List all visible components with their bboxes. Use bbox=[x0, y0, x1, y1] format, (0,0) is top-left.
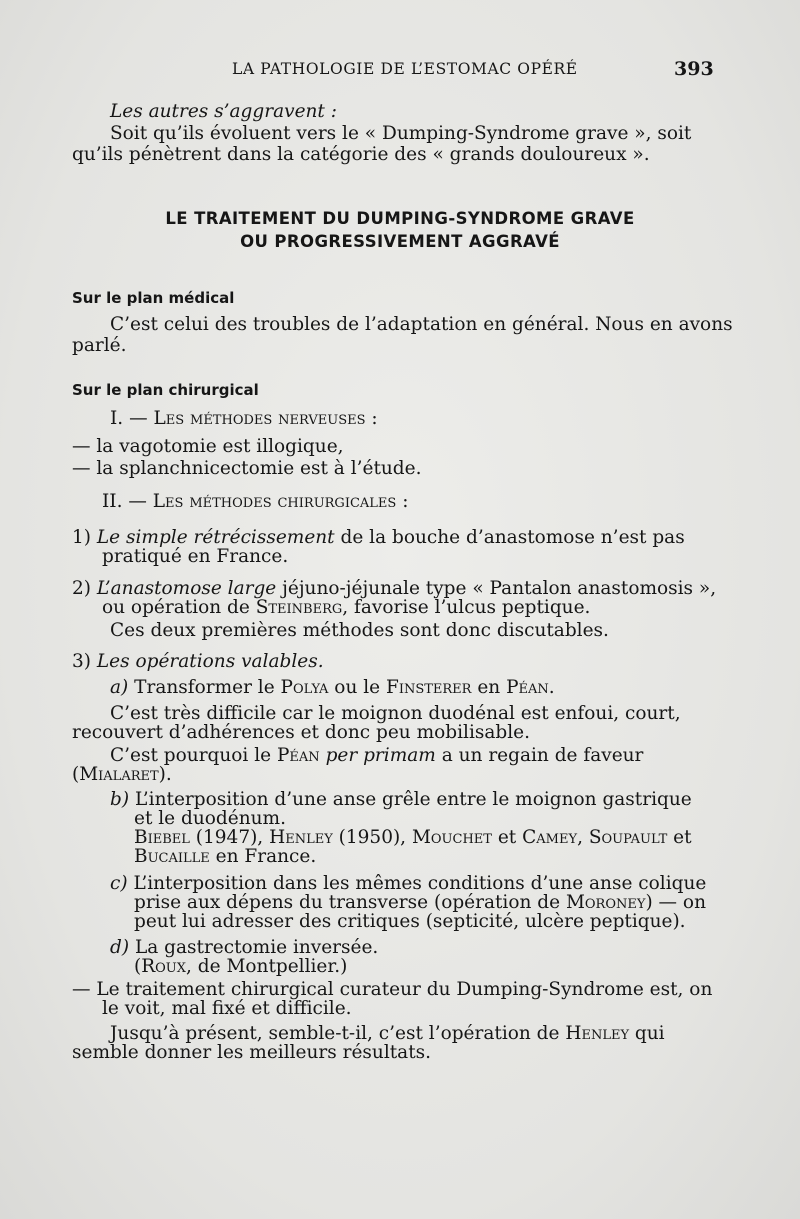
nerve-item-2: — la splanchnicectomie est à l’étude. bbox=[72, 458, 422, 479]
item-d-paren-open: ( bbox=[134, 956, 142, 977]
nerve-item-1: — la vagotomie est illogique, bbox=[72, 436, 344, 457]
author-pean: Péan bbox=[506, 677, 549, 698]
conclusion-line-3 bbox=[110, 1024, 665, 1044]
medical-heading: Sur le plan médical bbox=[72, 289, 235, 307]
item-a-para-1-line-2: recouvert d’adhérences et donc peu mobilisable. bbox=[72, 722, 530, 743]
item-b-line-3 bbox=[134, 828, 692, 848]
item-c-letter: c) bbox=[110, 873, 128, 894]
conclusion-line-4: semble donner les meilleurs résultats. bbox=[72, 1042, 432, 1063]
nerve-methods-title: I. — Les méthodes nerveuses : bbox=[110, 408, 378, 429]
item-d-line-2 bbox=[134, 957, 347, 977]
item-d-text-b: , de Montpellier.) bbox=[186, 956, 348, 977]
item-b-comma: , bbox=[577, 827, 589, 848]
intro-heading: Les autres s’aggravent : bbox=[110, 101, 337, 122]
method-1-line-2: pratiqué en France. bbox=[102, 546, 289, 567]
item-b-line-1 bbox=[110, 790, 692, 810]
author-pean-2: Péan bbox=[276, 745, 320, 766]
method-2-rest: jéjuno-jéjunale type « Pantalon anastomosis », bbox=[276, 578, 717, 599]
method-2-line-2 bbox=[102, 598, 590, 618]
medical-line-2: parlé. bbox=[72, 335, 127, 356]
method-1-line-1 bbox=[72, 528, 685, 548]
surgical-methods-title: II. — Les méthodes chirurgicales : bbox=[102, 491, 409, 512]
item-d-text: La gastrectomie inversée. bbox=[129, 937, 379, 958]
item-a-para-2-text-c: a un regain de faveur bbox=[435, 745, 644, 766]
conclusion-text-a: Jusqu’à présent, semble-t-il, c’est l’opération de bbox=[110, 1023, 566, 1044]
item-b-letter: b) bbox=[110, 789, 130, 810]
medical-line-1: C’est celui des troubles de l’adaptation en général. Nous en avons bbox=[110, 314, 733, 335]
item-a-para-2-paren-open: ( bbox=[72, 764, 80, 785]
method-2-text-b: , favorise l’ulcus peptique. bbox=[342, 597, 591, 618]
item-b-line-2: et le duodénum. bbox=[134, 808, 286, 829]
item-a-line bbox=[110, 678, 555, 698]
method-3-line bbox=[72, 652, 324, 672]
author-moroney: Moroney bbox=[565, 892, 646, 913]
item-b-text: L’interposition d’une anse grêle entre le moignon gastrique bbox=[129, 789, 692, 810]
item-b-year-2: (1950), bbox=[332, 827, 412, 848]
item-a-para-2-line-2 bbox=[72, 765, 172, 785]
item-d-letter: d) bbox=[110, 937, 130, 958]
intro-line-1: Soit qu’ils évoluent vers le « Dumping-Syndrome grave », soit bbox=[110, 123, 692, 144]
author-biebel: Biebel bbox=[134, 827, 190, 848]
item-c-text: L’interposition dans les mêmes conditions d’une anse colique bbox=[127, 873, 707, 894]
item-b-and-2: et bbox=[667, 827, 692, 848]
item-a-text-1: Transformer le bbox=[128, 677, 281, 698]
author-roux: Roux bbox=[141, 956, 187, 977]
author-polya: Polya bbox=[280, 677, 329, 698]
method-2-emphasis: L’anastomose large bbox=[96, 578, 277, 599]
item-a-text-2: ou le bbox=[328, 677, 386, 698]
item-a-para-2-line-1 bbox=[110, 746, 643, 766]
author-soupault: Soupault bbox=[588, 827, 668, 848]
item-c-line-3: peut lui adresser des critiques (septicité, ulcère peptique). bbox=[134, 911, 686, 932]
item-a-para-2-text-a: C’est pourquoi le bbox=[110, 745, 277, 766]
author-mouchet: Mouchet bbox=[411, 827, 492, 848]
method-1-number: 1) bbox=[72, 527, 91, 548]
item-a-para-2-emphasis: per primam bbox=[325, 745, 436, 766]
author-steinberg: Steinberg bbox=[255, 597, 343, 618]
author-bucaille: Bucaille bbox=[134, 846, 210, 867]
section-title-line-1: LE TRAITEMENT DU DUMPING-SYNDROME GRAVE bbox=[165, 209, 635, 228]
method-1-emphasis: Le simple rétrécissement bbox=[96, 527, 335, 548]
method-2-line-1 bbox=[72, 579, 716, 599]
item-a-letter: a) bbox=[110, 677, 129, 698]
author-camey: Camey bbox=[522, 827, 578, 848]
conclusion-line-1: — Le traitement chirurgical curateur du Dumping-Syndrome est, on bbox=[72, 979, 713, 1000]
method-3-emphasis: Les opérations valables. bbox=[96, 651, 324, 672]
author-henley: Henley bbox=[269, 827, 333, 848]
item-c-text-a: prise aux dépens du transverse (opération de bbox=[134, 892, 566, 913]
page-number: 393 bbox=[674, 58, 714, 80]
item-a-para-2-paren-close: ). bbox=[158, 764, 172, 785]
author-finsterer: Finsterer bbox=[385, 677, 472, 698]
item-c-text-b: ) — on bbox=[645, 892, 706, 913]
item-b-and-1: et bbox=[491, 827, 523, 848]
author-henley-2: Henley bbox=[565, 1023, 630, 1044]
method-1-rest: de la bouche d’anastomose n’est pas bbox=[334, 527, 685, 548]
author-mialaret: Mialaret bbox=[79, 764, 159, 785]
method-2-text-a: ou opération de bbox=[102, 597, 256, 618]
method-2-number: 2) bbox=[72, 578, 91, 599]
intro-line-2: qu’ils pénètrent dans la catégorie des « grands douloureux ». bbox=[72, 144, 650, 165]
method-3-number: 3) bbox=[72, 651, 91, 672]
item-a-para-1-line-1: C’est très difficile car le moignon duodénal est enfoui, court, bbox=[110, 703, 681, 724]
item-b-line-4 bbox=[134, 847, 316, 867]
running-head-title: LA PATHOLOGIE DE L’ESTOMAC OPÉRÉ bbox=[232, 60, 578, 78]
conclusion-text-b: qui bbox=[629, 1023, 665, 1044]
item-b-country: en France. bbox=[209, 846, 317, 867]
conclusion-line-2: le voit, mal fixé et difficile. bbox=[102, 998, 352, 1019]
item-a-text-4: . bbox=[548, 677, 555, 698]
item-a-text-3: en bbox=[471, 677, 507, 698]
section-title-line-2: OU PROGRESSIVEMENT AGGRAVÉ bbox=[240, 232, 560, 251]
item-d-line-1 bbox=[110, 938, 378, 958]
item-b-year-1: (1947), bbox=[189, 827, 270, 848]
item-c-line-1 bbox=[110, 874, 706, 894]
method-2-line-3: Ces deux premières méthodes sont donc discutables. bbox=[110, 620, 609, 641]
item-c-line-2 bbox=[134, 893, 706, 913]
surgical-heading: Sur le plan chirurgical bbox=[72, 381, 259, 399]
